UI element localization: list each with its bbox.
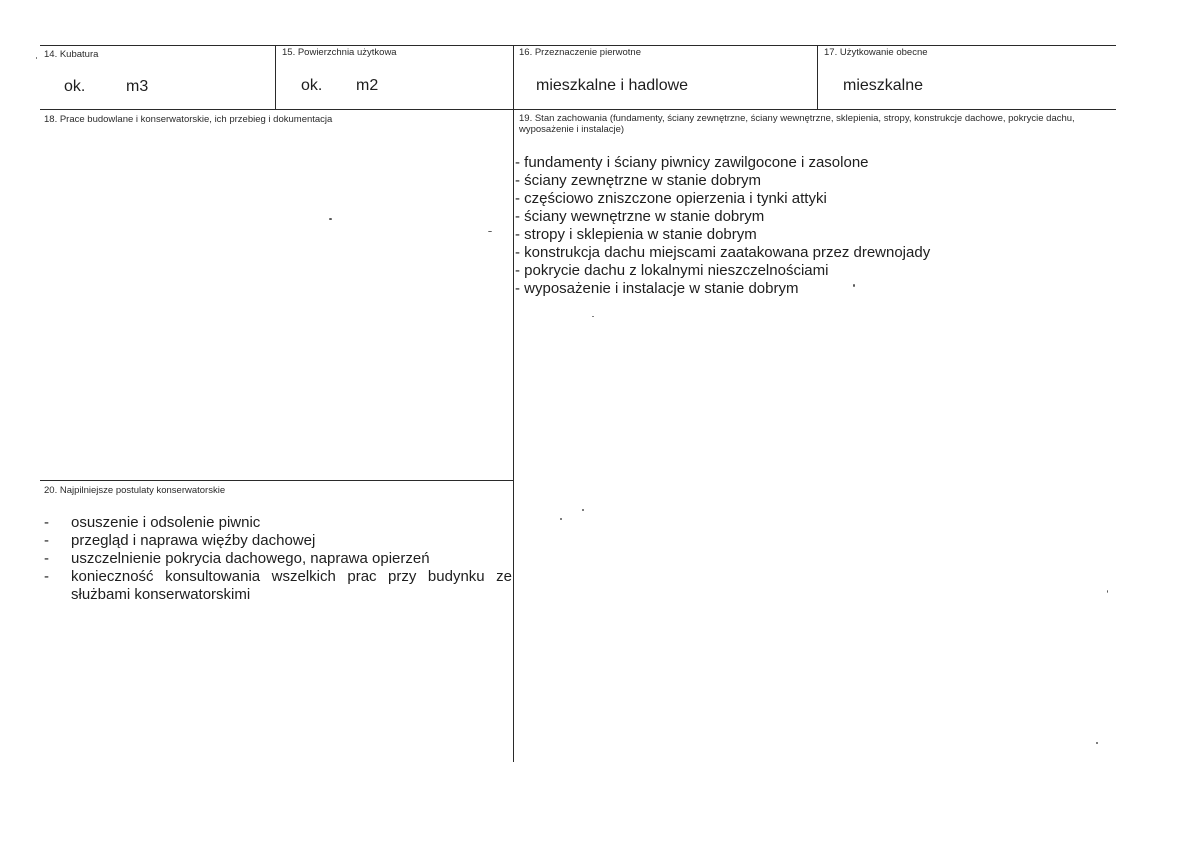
postulaty-label: 20. Najpilniejsze postulaty konserwatorskie <box>44 485 226 496</box>
stan-item: - pokrycie dachu z lokalnymi nieszczelnościami <box>515 262 829 279</box>
scan-speck <box>329 218 332 220</box>
stan-label: 19. Stan zachowania (fundamenty, ściany zewnętrzne, ściany wewnętrzne, sklepienia, stropy, konstrukcje dachowe, pokrycie dachu, wyposażenie i instalacje) <box>519 113 1075 135</box>
row-divider-2 <box>40 480 514 481</box>
scan-speck <box>488 231 492 232</box>
uzytkowanie-label: 17. Użytkowanie obecne <box>824 47 928 58</box>
postulaty-item <box>44 532 512 550</box>
przeznaczenie-value: mieszkalne i hadlowe <box>536 77 689 94</box>
column-divider-2 <box>513 45 514 762</box>
stan-item: - konstrukcja dachu miejscami zaatakowana przez drewnojady <box>515 244 931 261</box>
stan-item: - stropy i sklepienia w stanie dobrym <box>515 226 757 243</box>
scan-speck <box>853 284 855 287</box>
stan-item: - wyposażenie i instalacje w stanie dobrym <box>515 280 799 297</box>
uzytkowanie-value: mieszkalne <box>843 77 924 94</box>
postulaty-item <box>44 514 512 532</box>
scan-speck <box>1107 590 1108 593</box>
postulaty-item-text: osuszenie i odsolenie piwnic <box>71 514 261 531</box>
row-divider-1 <box>40 109 1116 110</box>
column-divider-3 <box>817 45 818 110</box>
postulaty-item <box>44 550 512 568</box>
scan-speck <box>560 518 562 520</box>
list-dash: - <box>44 532 49 549</box>
kubatura-label: 14. Kubatura <box>44 49 99 60</box>
stan-item: - ściany zewnętrzne w stanie dobrym <box>515 172 761 189</box>
list-dash: - <box>44 514 49 531</box>
column-divider-1 <box>275 45 276 110</box>
stan-item: - ściany wewnętrzne w stanie dobrym <box>515 208 765 225</box>
postulaty-item-text: uszczelnienie pokrycia dachowego, naprawa opierzeń <box>71 550 430 567</box>
scan-speck <box>1096 742 1098 744</box>
table-top-border <box>40 45 1116 46</box>
stan-item: - fundamenty i ściany piwnicy zawilgocone i zasolone <box>515 154 869 171</box>
powierzchnia-unit: m2 <box>356 77 379 94</box>
prace-label: 18. Prace budowlane i konserwatorskie, ich przebieg i dokumentacja <box>44 114 333 125</box>
list-dash: - <box>44 568 49 585</box>
kubatura-prefix: ok. <box>64 78 86 95</box>
postulaty-item-text: przegląd i naprawa więźby dachowej <box>71 532 316 549</box>
postulaty-list <box>44 514 512 604</box>
powierzchnia-prefix: ok. <box>301 77 323 94</box>
postulaty-item <box>44 568 512 604</box>
list-dash: - <box>44 550 49 567</box>
kubatura-unit: m3 <box>126 78 149 95</box>
stan-list <box>515 154 930 298</box>
scan-speck <box>36 57 37 59</box>
postulaty-item-text: konieczność konsultowania wszelkich prac przy budynku ze służbami konserwatorskimi <box>71 568 512 603</box>
przeznaczenie-label: 16. Przeznaczenie pierwotne <box>519 47 641 58</box>
stan-item: - częściowo zniszczone opierzenia i tynki attyki <box>515 190 827 207</box>
scan-speck <box>582 509 584 511</box>
scan-speck <box>592 316 594 317</box>
powierzchnia-label: 15. Powierzchnia użytkowa <box>282 47 397 58</box>
